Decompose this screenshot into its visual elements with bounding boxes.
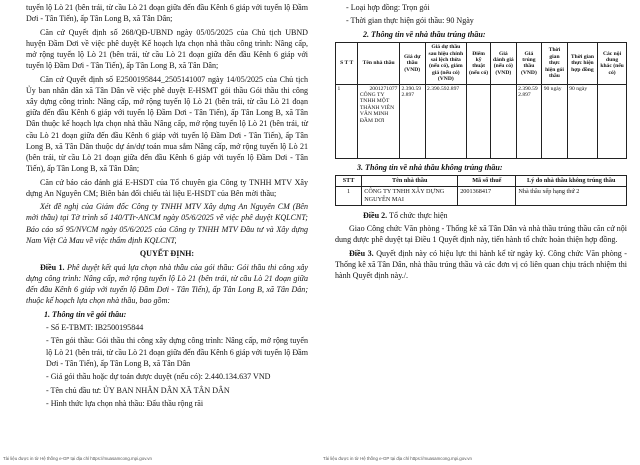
item-hinh-thuc: - Hình thức lựa chọn nhà thầu: Đấu thầu rộng rãi [46,398,204,408]
th-thoi-gian-goi-thau: Thời gian thực hiện gói thầu [542,43,568,84]
section-3-heading: 3. Thông tin về nhà thầu không trúng thầu: [357,162,503,172]
th-diem-ky-thuat: Điểm kỹ thuật (nếu có) [467,43,491,84]
th-ly-do: Lý do nhà thầu không trúng thầu [516,176,627,187]
winner-table [335,42,627,158]
th-gia-hieu-chinh: Giá dự thầu sau hiệu chỉnh sai lệch thừa (nếu có), giảm giá (nếu có) (VND) [425,43,467,84]
td-gia-trung-thau: 2.390.592.897 [516,84,542,158]
item-ten-goi-thau: - Tên gói thầu: Gói thầu thi công xây dựng công trình: Nâng cấp, mở rộng tuyến lộ Lò 21 (bên trái, từ cầu Lò 21 đoạn giữa đến đầu Kênh 6 giáp với tuyến lộ Đầm Dơi - Tân Tiến), ấp Tân Long B, xã Tân Dân [46,336,308,368]
paragraph-top: tuyến lộ Lò 21 (bên trái, từ cầu Lò 21 đoạn giữa đến đầu Kênh 6 giáp với tuyến lộ Đầm Dơi - Tân Tiến), ấp Tân Long B, xã Tân Dân; [26,3,308,24]
th-noi-dung-khac: Các nội dung khác (nếu có) [598,43,627,84]
winner-table-header [336,43,627,84]
td-ten-nha-thau [358,84,400,158]
td-stt: 1 [336,186,362,205]
td-stt: 1 [336,84,358,158]
item-thoi-gian: - Thời gian thực hiện gói thầu: 90 Ngày [346,16,474,26]
dieu-2-paragraph [335,210,627,221]
td-diem-ky-thuat [467,84,491,158]
td-gia-danh-gia [491,84,517,158]
dieu-2-label: Điều 2. [363,210,388,220]
th-stt: STT [336,176,362,187]
left-column [26,2,308,411]
item-gia-goi-thau: - Giá gói thầu hoặc dự toán được duyệt (nếu có): 2.440.134.637 VND [46,372,271,382]
table-row [336,84,627,158]
section-2-heading: 2. Thông tin về nhà thầu trúng thầu: [363,29,486,39]
td-gia-hieu-chinh: 2.390.592.897 [425,84,467,158]
paragraph-xet-de-nghi: Xét đề nghị của Giám đốc Công ty TNHH MTV Xây dựng An Nguyên CM (Bên mời thầu) tại Tờ trình số 140/TTr-ANCM ngày 05/6/2025 về việc phê duyệt KQLCNT; Báo cáo số 95/NVCM ngày 05/6/2025 của Công ty TNHH MTV Đầu tư và Xây dựng Nam Việt Cà Mau về việc thẩm định KQLCNT, [26,202,308,245]
dieu-2-text: Tổ chức thực hiện [387,210,448,220]
td-ten: CÔNG TY TNHH MỘT THÀNH VIÊN VÂN MINH ĐẦM DƠI [359,92,395,124]
dieu-1-paragraph [26,262,308,307]
section-1-heading: 1. Thông tin về gói thầu: [44,309,127,319]
td-ma-so-thue: 2001368417 [458,186,516,205]
dieu-3-paragraph [335,248,627,282]
left-footer: Tài liệu được in từ Hệ thống e-GP tại địa chỉ https://muasamcong.mpi.gov.vn [3,456,152,461]
td-mst: 2001271077 [369,85,398,92]
decision-heading: QUYẾT ĐỊNH: [139,249,195,259]
th-thoi-gian-hop-dong: Thời gian thực hiện hợp đồng [567,43,597,84]
dieu-1-label: Điều 1. [40,262,65,272]
item-etbmt: - Số E-TBMT: IB2500195844 [46,322,144,332]
dieu-1-text: Phê duyệt kết quả lựa chọn nhà thầu của gói thầu: Gói thầu thi công xây dựng công trình: Nâng cấp, mở rộng tuyến lộ Lò 21 (bên trái, từ cầu Lò 21 đoạn giữa đến đầu Kênh 6 giáp với tuyến lộ Đầm Dơi - Tân Tiến), ấp Tân Long B, xã Tân Dân; thuộc kế hoạch lựa chọn nhà thầu, bao gồm: [26,262,308,306]
th-ten-nha-thau: Tên nhà thầu [358,43,400,84]
paragraph-cancu-1: Căn cứ Quyết định số 268/QĐ-UBND ngày 05/05/2025 của Chủ tịch UBND huyện Đầm Dơi về việc phê duyệt Kế hoạch lựa chọn nhà thầu công trình: Nâng cấp, mở rộng tuyến lộ Lò 21 (bên trái, từ cầu Lò 21 đoạn giữa đến đầu Kênh 6 giáp với tuyến lộ Đầm Dơi - Tân Tiến), ấp Tân Long B, xã Tân Dân; [26,27,308,71]
table-row [336,186,627,205]
td-thoi-gian-hop-dong: 90 ngày [567,84,597,158]
item-chu-dau-tu: - Tên chủ đầu tư: ỦY BAN NHÂN DÂN XÃ TÂN DÂN [46,385,230,395]
td-thoi-gian-goi-thau: 90 ngày [542,84,568,158]
right-page [320,0,640,465]
right-footer: Tài liệu được in từ Hệ thống e-GP tại địa chỉ https://muasamcong.mpi.gov.vn [323,456,472,461]
right-column [335,2,627,283]
th-gia-danh-gia: Giá đánh giá (nếu có) (VND) [491,43,517,84]
paragraph-dieu-2: Giao Công chức Văn phòng - Thống kê xã Tân Dân và nhà thầu trúng thầu căn cứ nội dung được phê duyệt tại Điều 1 Quyết định này, tiến hành tổ chức hoàn thiện hợp đồng. [335,223,627,245]
loser-table-header [336,176,627,187]
th-ma-so-thue: Mã số thuế [458,176,516,187]
paragraph-cancu-3: Căn cứ báo cáo đánh giá E-HSDT của Tổ chuyên gia Công ty TNHH MTV Xây dựng An Nguyên CM; Biên bản đối chiếu tài liệu E-HSDT của Bên mời thầu; [26,177,308,198]
td-gia-du-thau: 2.390.592.897 [399,84,425,158]
dieu-3-label: Điều 3. [349,248,374,258]
loser-table [335,175,627,206]
td-ly-do: Nhà thầu xếp hạng thứ 2 [516,186,627,205]
th-stt: S T T [336,43,358,84]
th-ten-nha-thau: Tên nhà thầu [362,176,458,187]
th-gia-du-thau: Giá dự thầu (VND) [399,43,425,84]
item-loai-hop-dong: - Loại hợp đồng: Trọn gói [346,3,430,12]
td-noi-dung-khac [598,84,627,158]
th-gia-trung-thau: Giá trúng thầu (VND) [516,43,542,84]
td-ten-nha-thau: CÔNG TY TNHH XÂY DỰNG NGUYÊN MAI [362,186,458,205]
dieu-3-text: Quyết định này có hiệu lực thi hành kể từ ngày ký. Công chức Văn phòng - Thống kê xã Tân Dân, nhà thầu trúng thầu và các đơn vị có liên quan chịu trách nhiệm thi hành Quyết định này./. [335,248,627,280]
paragraph-cancu-2: Căn cứ Quyết định số E2500195844_2505141007 ngày 14/05/2025 của Chủ tịch Ủy ban nhân dân xã Tân Dân về việc phê duyệt E-HSMT gói thầu Gói thầu thi công xây dựng công trình: Nâng cấp, mở rộng tuyến lộ Lò 21 (bên trái, từ cầu Lò 21 đoạn giữa đến đầu Kênh 6 giáp với tuyến lộ Đầm Dơi - Tân Tiến), ấp Tân Long B, xã Tân Dân thuộc kế hoạch lựa chọn nhà thầu Nâng cấp, mở rộng tuyến lộ Lò 21 (bên trái, từ cầu Lò 21 đoạn giữa đến đầu Kênh 6 giáp với tuyến lộ Đầm Dơi - Tân Tiến), ấp Tân Long B, xã Tân Dân thuộc dự án/dự toán mua sắm Nâng cấp, mở rộng tuyến lộ Lò 21 (bên trái, từ cầu Lò 21 đoạn giữa đến đầu Kênh 6 giáp với tuyến lộ Đầm Dơi - Tân Tiến), ấp Tân Long B, xã Tân Dân; [26,74,308,174]
